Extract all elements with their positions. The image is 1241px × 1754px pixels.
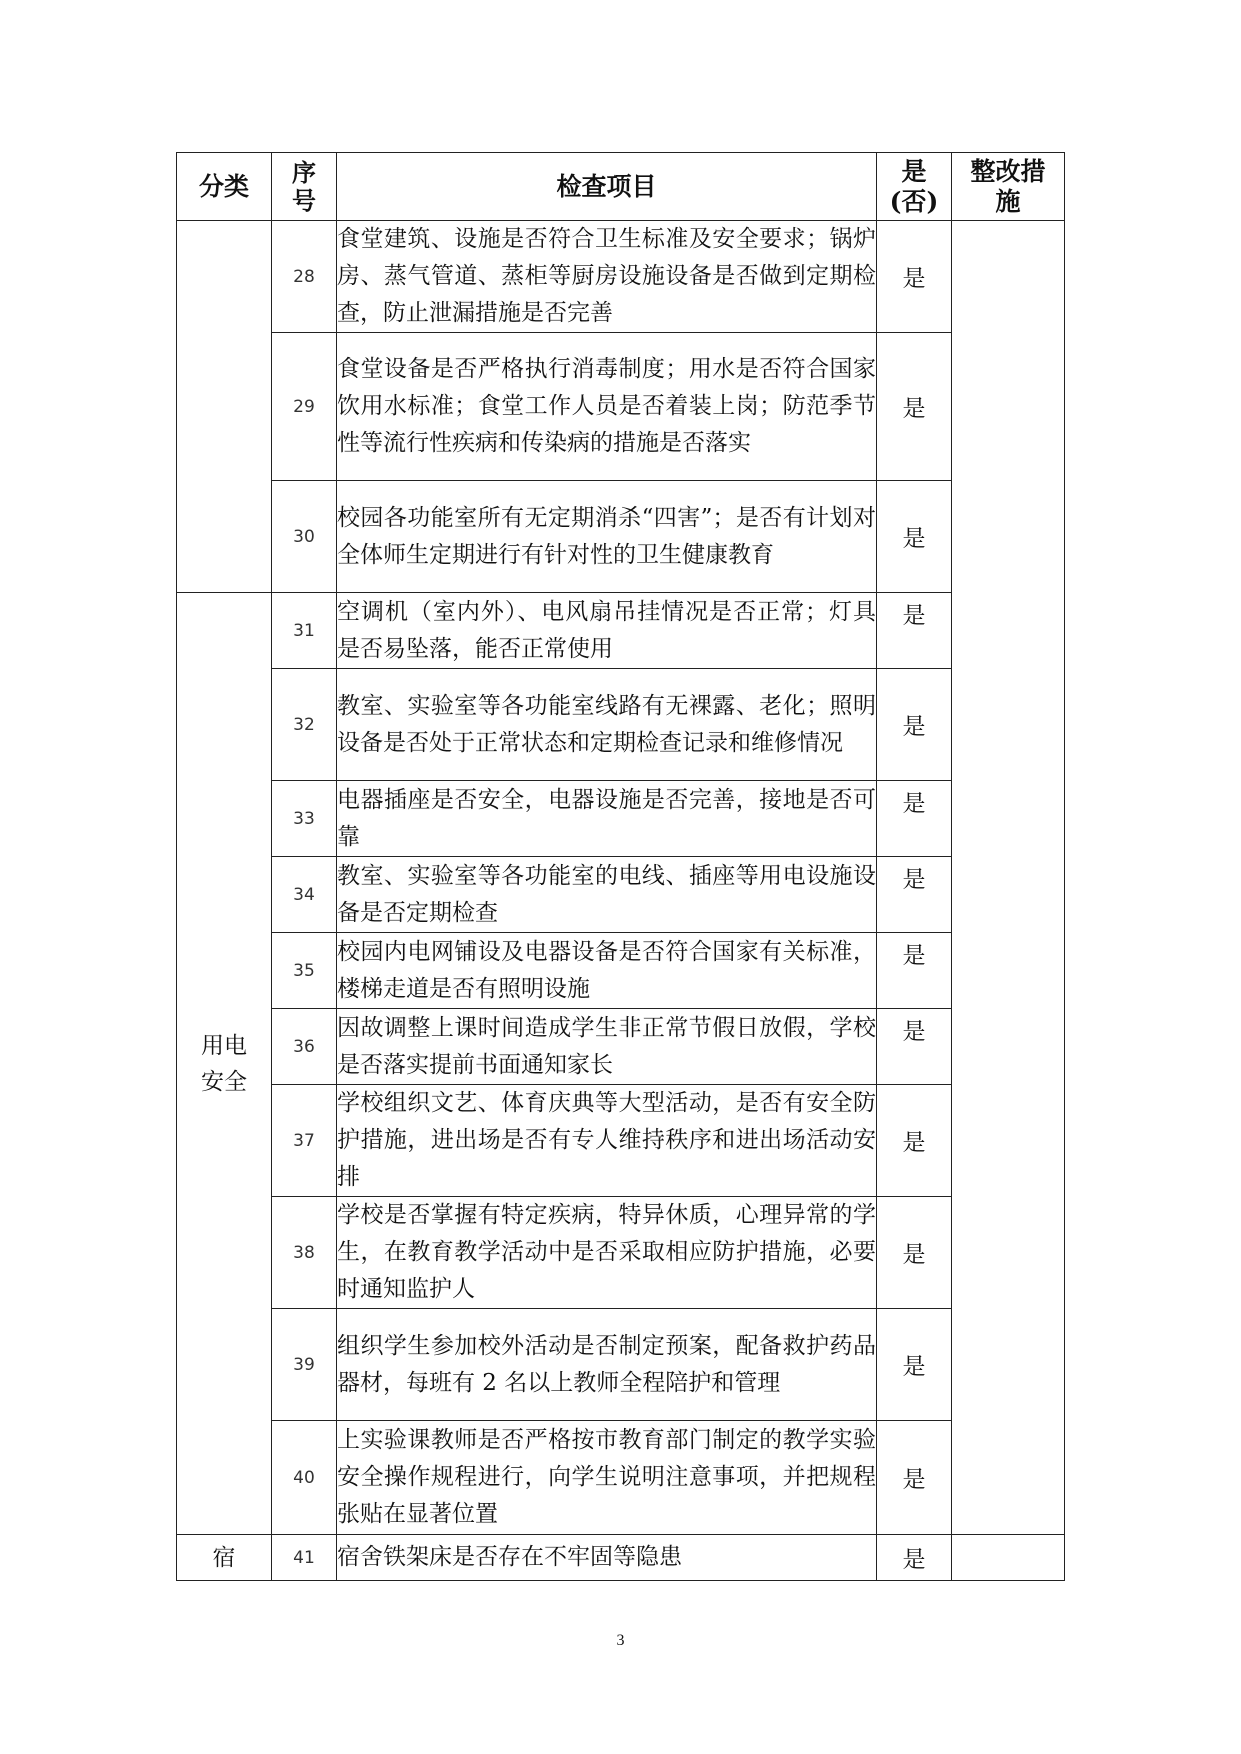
table-row [177, 857, 1065, 933]
row-item: 电器插座是否安全，电器设施是否完善，接地是否可靠 [337, 781, 877, 857]
category-dorm: 宿 [177, 1535, 272, 1581]
table-row [177, 221, 1065, 333]
table-row [177, 481, 1065, 593]
row-answer: 是 [877, 1085, 952, 1197]
table-row [177, 1535, 1065, 1581]
row-item: 组织学生参加校外活动是否制定预案，配备救护药品器材，每班有 2 名以上教师全程陪护和管理 [337, 1309, 877, 1421]
row-seq: 34 [272, 857, 337, 933]
table-row [177, 1309, 1065, 1421]
row-answer: 是 [877, 669, 952, 781]
row-answer: 是 [877, 1197, 952, 1309]
row-item: 学校是否掌握有特定疾病，特异休质，心理异常的学生，在教育教学活动中是否采取相应防护措施，必要时通知监护人 [337, 1197, 877, 1309]
category-electric-safety [177, 593, 272, 1535]
row-answer: 是 [877, 1421, 952, 1535]
header-yes-no: 是(否) [877, 153, 952, 221]
row-item: 食堂建筑、设施是否符合卫生标准及安全要求；锅炉房、蒸气管道、蒸柜等厨房设施设备是否做到定期检查，防止泄漏措施是否完善 [337, 221, 877, 333]
table-row [177, 933, 1065, 1009]
fix-cell [952, 1535, 1065, 1581]
row-item: 空调机（室内外）、电风扇吊挂情况是否正常；灯具是否易坠落，能否正常使用 [337, 593, 877, 669]
row-seq: 33 [272, 781, 337, 857]
header-seq: 序号 [272, 153, 337, 221]
category-cell-empty [177, 221, 272, 593]
row-answer: 是 [877, 1009, 952, 1085]
row-answer: 是 [877, 221, 952, 333]
row-answer: 是 [877, 857, 952, 933]
row-seq: 39 [272, 1309, 337, 1421]
row-answer: 是 [877, 481, 952, 593]
row-seq: 30 [272, 481, 337, 593]
row-seq: 35 [272, 933, 337, 1009]
table-row [177, 1009, 1065, 1085]
row-seq: 31 [272, 593, 337, 669]
header-fix: 整改措施 [952, 153, 1065, 221]
safety-checklist-table [176, 152, 1065, 1581]
row-seq: 37 [272, 1085, 337, 1197]
row-answer: 是 [877, 593, 952, 669]
row-item: 校园各功能室所有无定期消杀“四害”；是否有计划对全体师生定期进行有针对性的卫生健康教育 [337, 481, 877, 593]
row-seq: 38 [272, 1197, 337, 1309]
row-answer: 是 [877, 333, 952, 481]
table-row [177, 1421, 1065, 1535]
row-item: 宿舍铁架床是否存在不牢固等隐患 [337, 1535, 877, 1581]
table-header-row [177, 153, 1065, 221]
table-row [177, 333, 1065, 481]
row-item: 校园内电网铺设及电器设备是否符合国家有关标准，楼梯走道是否有照明设施 [337, 933, 877, 1009]
fix-cell [952, 221, 1065, 1535]
row-seq: 40 [272, 1421, 337, 1535]
row-answer: 是 [877, 1535, 952, 1581]
table-row [177, 1085, 1065, 1197]
row-item: 上实验课教师是否严格按市教育部门制定的教学实验安全操作规程进行，向学生说明注意事项，并把规程张贴在显著位置 [337, 1421, 877, 1535]
row-item: 学校组织文艺、体育庆典等大型活动，是否有安全防护措施，进出场是否有专人维持秩序和进出场活动安排 [337, 1085, 877, 1197]
row-seq: 29 [272, 333, 337, 481]
table-row [177, 1197, 1065, 1309]
row-item: 因故调整上课时间造成学生非正常节假日放假，学校是否落实提前书面通知家长 [337, 1009, 877, 1085]
header-item: 检查项目 [337, 153, 877, 221]
row-item: 教室、实验室等各功能室线路有无裸露、老化；照明设备是否处于正常状态和定期检查记录和维修情况 [337, 669, 877, 781]
row-item: 教室、实验室等各功能室的电线、插座等用电设施设备是否定期检查 [337, 857, 877, 933]
row-answer: 是 [877, 1309, 952, 1421]
page-number: 3 [616, 1632, 625, 1649]
table-row [177, 593, 1065, 669]
table-row [177, 669, 1065, 781]
row-seq: 32 [272, 669, 337, 781]
row-seq: 36 [272, 1009, 337, 1085]
row-answer: 是 [877, 781, 952, 857]
row-seq: 28 [272, 221, 337, 333]
row-answer: 是 [877, 933, 952, 1009]
table-row [177, 781, 1065, 857]
row-seq: 41 [272, 1535, 337, 1581]
header-category: 分类 [177, 153, 272, 221]
category-label: 用电安全 [201, 1032, 247, 1095]
row-item: 食堂设备是否严格执行消毒制度；用水是否符合国家饮用水标准；食堂工作人员是否着装上岗；防范季节性等流行性疾病和传染病的措施是否落实 [337, 333, 877, 481]
